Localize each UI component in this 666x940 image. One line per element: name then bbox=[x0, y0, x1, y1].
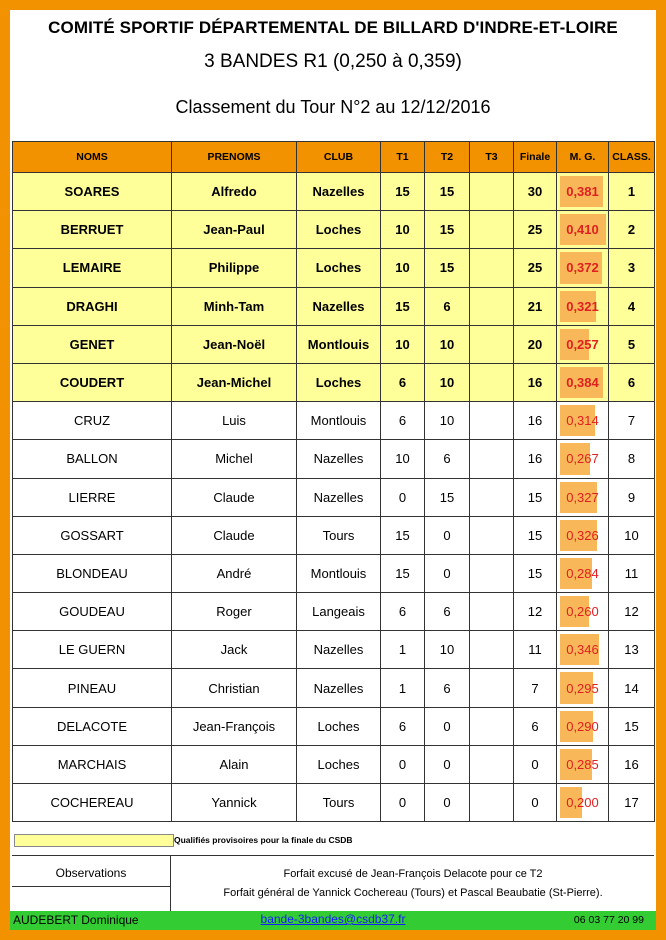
cell-classement: 4 bbox=[609, 287, 655, 325]
cell-t3 bbox=[470, 402, 514, 440]
cell-mg bbox=[557, 249, 609, 287]
cell-t1: 15 bbox=[381, 516, 425, 554]
cell-club: Tours bbox=[297, 784, 381, 822]
cell-t2: 10 bbox=[425, 325, 470, 363]
cell-finale: 16 bbox=[514, 402, 557, 440]
cell-nom: CRUZ bbox=[13, 402, 172, 440]
cell-mg bbox=[557, 554, 609, 592]
cell-prenom: André bbox=[172, 554, 297, 592]
qualified-legend-swatch bbox=[14, 834, 174, 847]
cell-t2: 10 bbox=[425, 631, 470, 669]
cell-club: Loches bbox=[297, 249, 381, 287]
cell-finale: 12 bbox=[514, 593, 557, 631]
cell-nom: BERRUET bbox=[13, 211, 172, 249]
cell-t3 bbox=[470, 707, 514, 745]
cell-t2: 6 bbox=[425, 593, 470, 631]
cell-prenom: Claude bbox=[172, 478, 297, 516]
cell-nom: LEMAIRE bbox=[13, 249, 172, 287]
cell-mg bbox=[557, 211, 609, 249]
cell-t1: 15 bbox=[381, 173, 425, 211]
cell-mg bbox=[557, 631, 609, 669]
footer-phone: 06 03 77 20 99 bbox=[573, 914, 644, 926]
cell-t2: 10 bbox=[425, 402, 470, 440]
col-header-classement: CLASS. bbox=[609, 142, 655, 173]
cell-club: Loches bbox=[297, 211, 381, 249]
cell-club: Montlouis bbox=[297, 554, 381, 592]
col-header-mg: M. G. bbox=[557, 142, 609, 173]
table-header-row bbox=[13, 142, 655, 173]
cell-t3 bbox=[470, 173, 514, 211]
table-row bbox=[13, 325, 655, 363]
cell-mg bbox=[557, 784, 609, 822]
mg-value: 0,372 bbox=[566, 260, 599, 276]
cell-prenom: Jack bbox=[172, 631, 297, 669]
cell-t2: 15 bbox=[425, 249, 470, 287]
cell-classement: 16 bbox=[609, 745, 655, 783]
table-row bbox=[13, 707, 655, 745]
cell-finale: 25 bbox=[514, 249, 557, 287]
observations-empty-cell bbox=[12, 886, 171, 912]
cell-finale: 0 bbox=[514, 745, 557, 783]
table-row bbox=[13, 784, 655, 822]
table-row bbox=[13, 631, 655, 669]
cell-prenom: Michel bbox=[172, 440, 297, 478]
mg-value: 0,327 bbox=[566, 489, 599, 505]
cell-t3 bbox=[470, 631, 514, 669]
cell-t3 bbox=[470, 249, 514, 287]
cell-t3 bbox=[470, 211, 514, 249]
table-row bbox=[13, 478, 655, 516]
cell-t2: 0 bbox=[425, 516, 470, 554]
cell-t1: 10 bbox=[381, 211, 425, 249]
cell-classement: 8 bbox=[609, 440, 655, 478]
mg-value: 0,384 bbox=[566, 375, 599, 391]
footer-email-link[interactable]: bande-3bandes@csdb37.fr bbox=[260, 912, 406, 926]
cell-t3 bbox=[470, 478, 514, 516]
cell-nom: LIERRE bbox=[13, 478, 172, 516]
cell-club: Loches bbox=[297, 363, 381, 401]
cell-prenom: Philippe bbox=[172, 249, 297, 287]
cell-nom: COCHEREAU bbox=[13, 784, 172, 822]
cell-prenom: Jean-Michel bbox=[172, 363, 297, 401]
round-title: Classement du Tour N°2 au 12/12/2016 bbox=[175, 97, 491, 117]
table-row bbox=[13, 669, 655, 707]
cell-t1: 15 bbox=[381, 287, 425, 325]
observation-line-2: Forfait général de Yannick Cochereau (Tours) et Pascal Beaubatie (St-Pierre). bbox=[223, 887, 603, 899]
cell-nom: GOSSART bbox=[13, 516, 172, 554]
cell-nom: DRAGHI bbox=[13, 287, 172, 325]
cell-classement: 14 bbox=[609, 669, 655, 707]
cell-prenom: Jean-Noël bbox=[172, 325, 297, 363]
cell-finale: 15 bbox=[514, 516, 557, 554]
cell-classement: 3 bbox=[609, 249, 655, 287]
cell-t1: 10 bbox=[381, 325, 425, 363]
mg-value: 0,267 bbox=[566, 451, 599, 467]
cell-prenom: Jean-Paul bbox=[172, 211, 297, 249]
cell-t1: 0 bbox=[381, 784, 425, 822]
cell-nom: MARCHAIS bbox=[13, 745, 172, 783]
col-header-prenoms: PRENOMS bbox=[172, 142, 297, 173]
col-header-club: CLUB bbox=[297, 142, 381, 173]
mg-value: 0,290 bbox=[566, 718, 599, 734]
cell-finale: 0 bbox=[514, 784, 557, 822]
mg-value: 0,295 bbox=[566, 680, 599, 696]
cell-mg bbox=[557, 669, 609, 707]
cell-classement: 13 bbox=[609, 631, 655, 669]
mg-value: 0,284 bbox=[566, 565, 599, 581]
cell-mg bbox=[557, 440, 609, 478]
cell-mg bbox=[557, 707, 609, 745]
cell-finale: 16 bbox=[514, 440, 557, 478]
col-header-finale: Finale bbox=[514, 142, 557, 173]
cell-classement: 15 bbox=[609, 707, 655, 745]
observations-label: Observations bbox=[55, 866, 127, 880]
cell-classement: 1 bbox=[609, 173, 655, 211]
cell-t2: 15 bbox=[425, 478, 470, 516]
mg-value: 0,285 bbox=[566, 756, 599, 772]
cell-t3 bbox=[470, 593, 514, 631]
mg-value: 0,326 bbox=[566, 527, 599, 543]
mg-value: 0,346 bbox=[566, 642, 599, 658]
table-row bbox=[13, 593, 655, 631]
cell-classement: 11 bbox=[609, 554, 655, 592]
cell-t1: 1 bbox=[381, 631, 425, 669]
mg-value: 0,410 bbox=[566, 222, 599, 238]
cell-finale: 15 bbox=[514, 554, 557, 592]
cell-t3 bbox=[470, 287, 514, 325]
col-header-t1: T1 bbox=[381, 142, 425, 173]
table-row bbox=[13, 363, 655, 401]
cell-prenom: Jean-François bbox=[172, 707, 297, 745]
cell-prenom: Claude bbox=[172, 516, 297, 554]
committee-title: COMITÉ SPORTIF DÉPARTEMENTAL DE BILLARD D'INDRE-ET-LOIRE bbox=[48, 18, 618, 37]
cell-club: Nazelles bbox=[297, 173, 381, 211]
table-row bbox=[13, 745, 655, 783]
ranking-table bbox=[12, 141, 655, 822]
table-row bbox=[13, 287, 655, 325]
observation-line-1: Forfait excusé de Jean-François Delacote pour ce T2 bbox=[283, 868, 543, 880]
cell-mg bbox=[557, 745, 609, 783]
cell-classement: 6 bbox=[609, 363, 655, 401]
cell-club: Nazelles bbox=[297, 669, 381, 707]
cell-club: Tours bbox=[297, 516, 381, 554]
cell-mg bbox=[557, 325, 609, 363]
footer-bar bbox=[10, 911, 656, 930]
cell-finale: 16 bbox=[514, 363, 557, 401]
cell-prenom: Yannick bbox=[172, 784, 297, 822]
cell-classement: 17 bbox=[609, 784, 655, 822]
table-row bbox=[13, 554, 655, 592]
cell-nom: BALLON bbox=[13, 440, 172, 478]
cell-club: Loches bbox=[297, 707, 381, 745]
cell-prenom: Alain bbox=[172, 745, 297, 783]
cell-t1: 6 bbox=[381, 402, 425, 440]
cell-nom: PINEAU bbox=[13, 669, 172, 707]
cell-classement: 10 bbox=[609, 516, 655, 554]
mg-value: 0,260 bbox=[566, 604, 599, 620]
mg-value: 0,381 bbox=[566, 184, 599, 200]
table-body bbox=[13, 173, 655, 822]
table-row bbox=[13, 211, 655, 249]
cell-t2: 0 bbox=[425, 784, 470, 822]
mg-value: 0,321 bbox=[566, 298, 599, 314]
cell-finale: 25 bbox=[514, 211, 557, 249]
cell-t1: 0 bbox=[381, 478, 425, 516]
cell-prenom: Luis bbox=[172, 402, 297, 440]
cell-t1: 10 bbox=[381, 249, 425, 287]
mg-value: 0,257 bbox=[566, 336, 599, 352]
cell-t1: 6 bbox=[381, 363, 425, 401]
cell-t1: 6 bbox=[381, 707, 425, 745]
cell-nom: GOUDEAU bbox=[13, 593, 172, 631]
cell-mg bbox=[557, 478, 609, 516]
cell-finale: 7 bbox=[514, 669, 557, 707]
table-row bbox=[13, 173, 655, 211]
cell-t1: 15 bbox=[381, 554, 425, 592]
cell-t2: 0 bbox=[425, 707, 470, 745]
cell-t2: 6 bbox=[425, 440, 470, 478]
cell-t3 bbox=[470, 554, 514, 592]
cell-club: Loches bbox=[297, 745, 381, 783]
cell-t2: 6 bbox=[425, 669, 470, 707]
cell-t2: 15 bbox=[425, 211, 470, 249]
cell-club: Montlouis bbox=[297, 402, 381, 440]
cell-t1: 1 bbox=[381, 669, 425, 707]
cell-classement: 2 bbox=[609, 211, 655, 249]
mg-value: 0,314 bbox=[566, 413, 599, 429]
cell-finale: 21 bbox=[514, 287, 557, 325]
table-row bbox=[13, 516, 655, 554]
qualified-legend-text: Qualifiés provisoires pour la finale du CSDB bbox=[174, 835, 353, 845]
cell-nom: DELACOTE bbox=[13, 707, 172, 745]
observations-label-cell bbox=[12, 856, 171, 887]
cell-classement: 12 bbox=[609, 593, 655, 631]
cell-nom: GENET bbox=[13, 325, 172, 363]
cell-mg bbox=[557, 287, 609, 325]
cell-mg bbox=[557, 402, 609, 440]
cell-finale: 20 bbox=[514, 325, 557, 363]
cell-classement: 9 bbox=[609, 478, 655, 516]
cell-club: Montlouis bbox=[297, 325, 381, 363]
cell-finale: 6 bbox=[514, 707, 557, 745]
cell-prenom: Christian bbox=[172, 669, 297, 707]
cell-t2: 0 bbox=[425, 554, 470, 592]
mg-value: 0,200 bbox=[566, 795, 599, 811]
cell-t1: 10 bbox=[381, 440, 425, 478]
cell-t1: 0 bbox=[381, 745, 425, 783]
col-header-t2: T2 bbox=[425, 142, 470, 173]
cell-t3 bbox=[470, 784, 514, 822]
cell-t1: 6 bbox=[381, 593, 425, 631]
cell-classement: 5 bbox=[609, 325, 655, 363]
cell-finale: 15 bbox=[514, 478, 557, 516]
cell-mg bbox=[557, 593, 609, 631]
observations-box bbox=[12, 855, 654, 913]
cell-t3 bbox=[470, 745, 514, 783]
cell-mg bbox=[557, 516, 609, 554]
cell-t2: 0 bbox=[425, 745, 470, 783]
table-row bbox=[13, 402, 655, 440]
cell-nom: COUDERT bbox=[13, 363, 172, 401]
cell-t2: 10 bbox=[425, 363, 470, 401]
cell-nom: LE GUERN bbox=[13, 631, 172, 669]
cell-club: Nazelles bbox=[297, 478, 381, 516]
cell-t3 bbox=[470, 516, 514, 554]
col-header-t3: T3 bbox=[470, 142, 514, 173]
cell-prenom: Alfredo bbox=[172, 173, 297, 211]
cell-t3 bbox=[470, 440, 514, 478]
cell-t2: 15 bbox=[425, 173, 470, 211]
col-header-noms: NOMS bbox=[13, 142, 172, 173]
cell-mg bbox=[557, 363, 609, 401]
table-row bbox=[13, 440, 655, 478]
cell-finale: 30 bbox=[514, 173, 557, 211]
cell-club: Langeais bbox=[297, 593, 381, 631]
footer-author: AUDEBERT Dominique bbox=[13, 913, 139, 927]
cell-t2: 6 bbox=[425, 287, 470, 325]
category-subtitle: 3 BANDES R1 (0,250 à 0,359) bbox=[204, 51, 462, 72]
table-row bbox=[13, 249, 655, 287]
cell-finale: 11 bbox=[514, 631, 557, 669]
cell-t3 bbox=[470, 363, 514, 401]
cell-prenom: Roger bbox=[172, 593, 297, 631]
cell-prenom: Minh-Tam bbox=[172, 287, 297, 325]
cell-club: Nazelles bbox=[297, 631, 381, 669]
cell-mg bbox=[557, 173, 609, 211]
cell-t3 bbox=[470, 669, 514, 707]
cell-nom: BLONDEAU bbox=[13, 554, 172, 592]
cell-classement: 7 bbox=[609, 402, 655, 440]
cell-club: Nazelles bbox=[297, 440, 381, 478]
cell-club: Nazelles bbox=[297, 287, 381, 325]
cell-nom: SOARES bbox=[13, 173, 172, 211]
cell-t3 bbox=[470, 325, 514, 363]
